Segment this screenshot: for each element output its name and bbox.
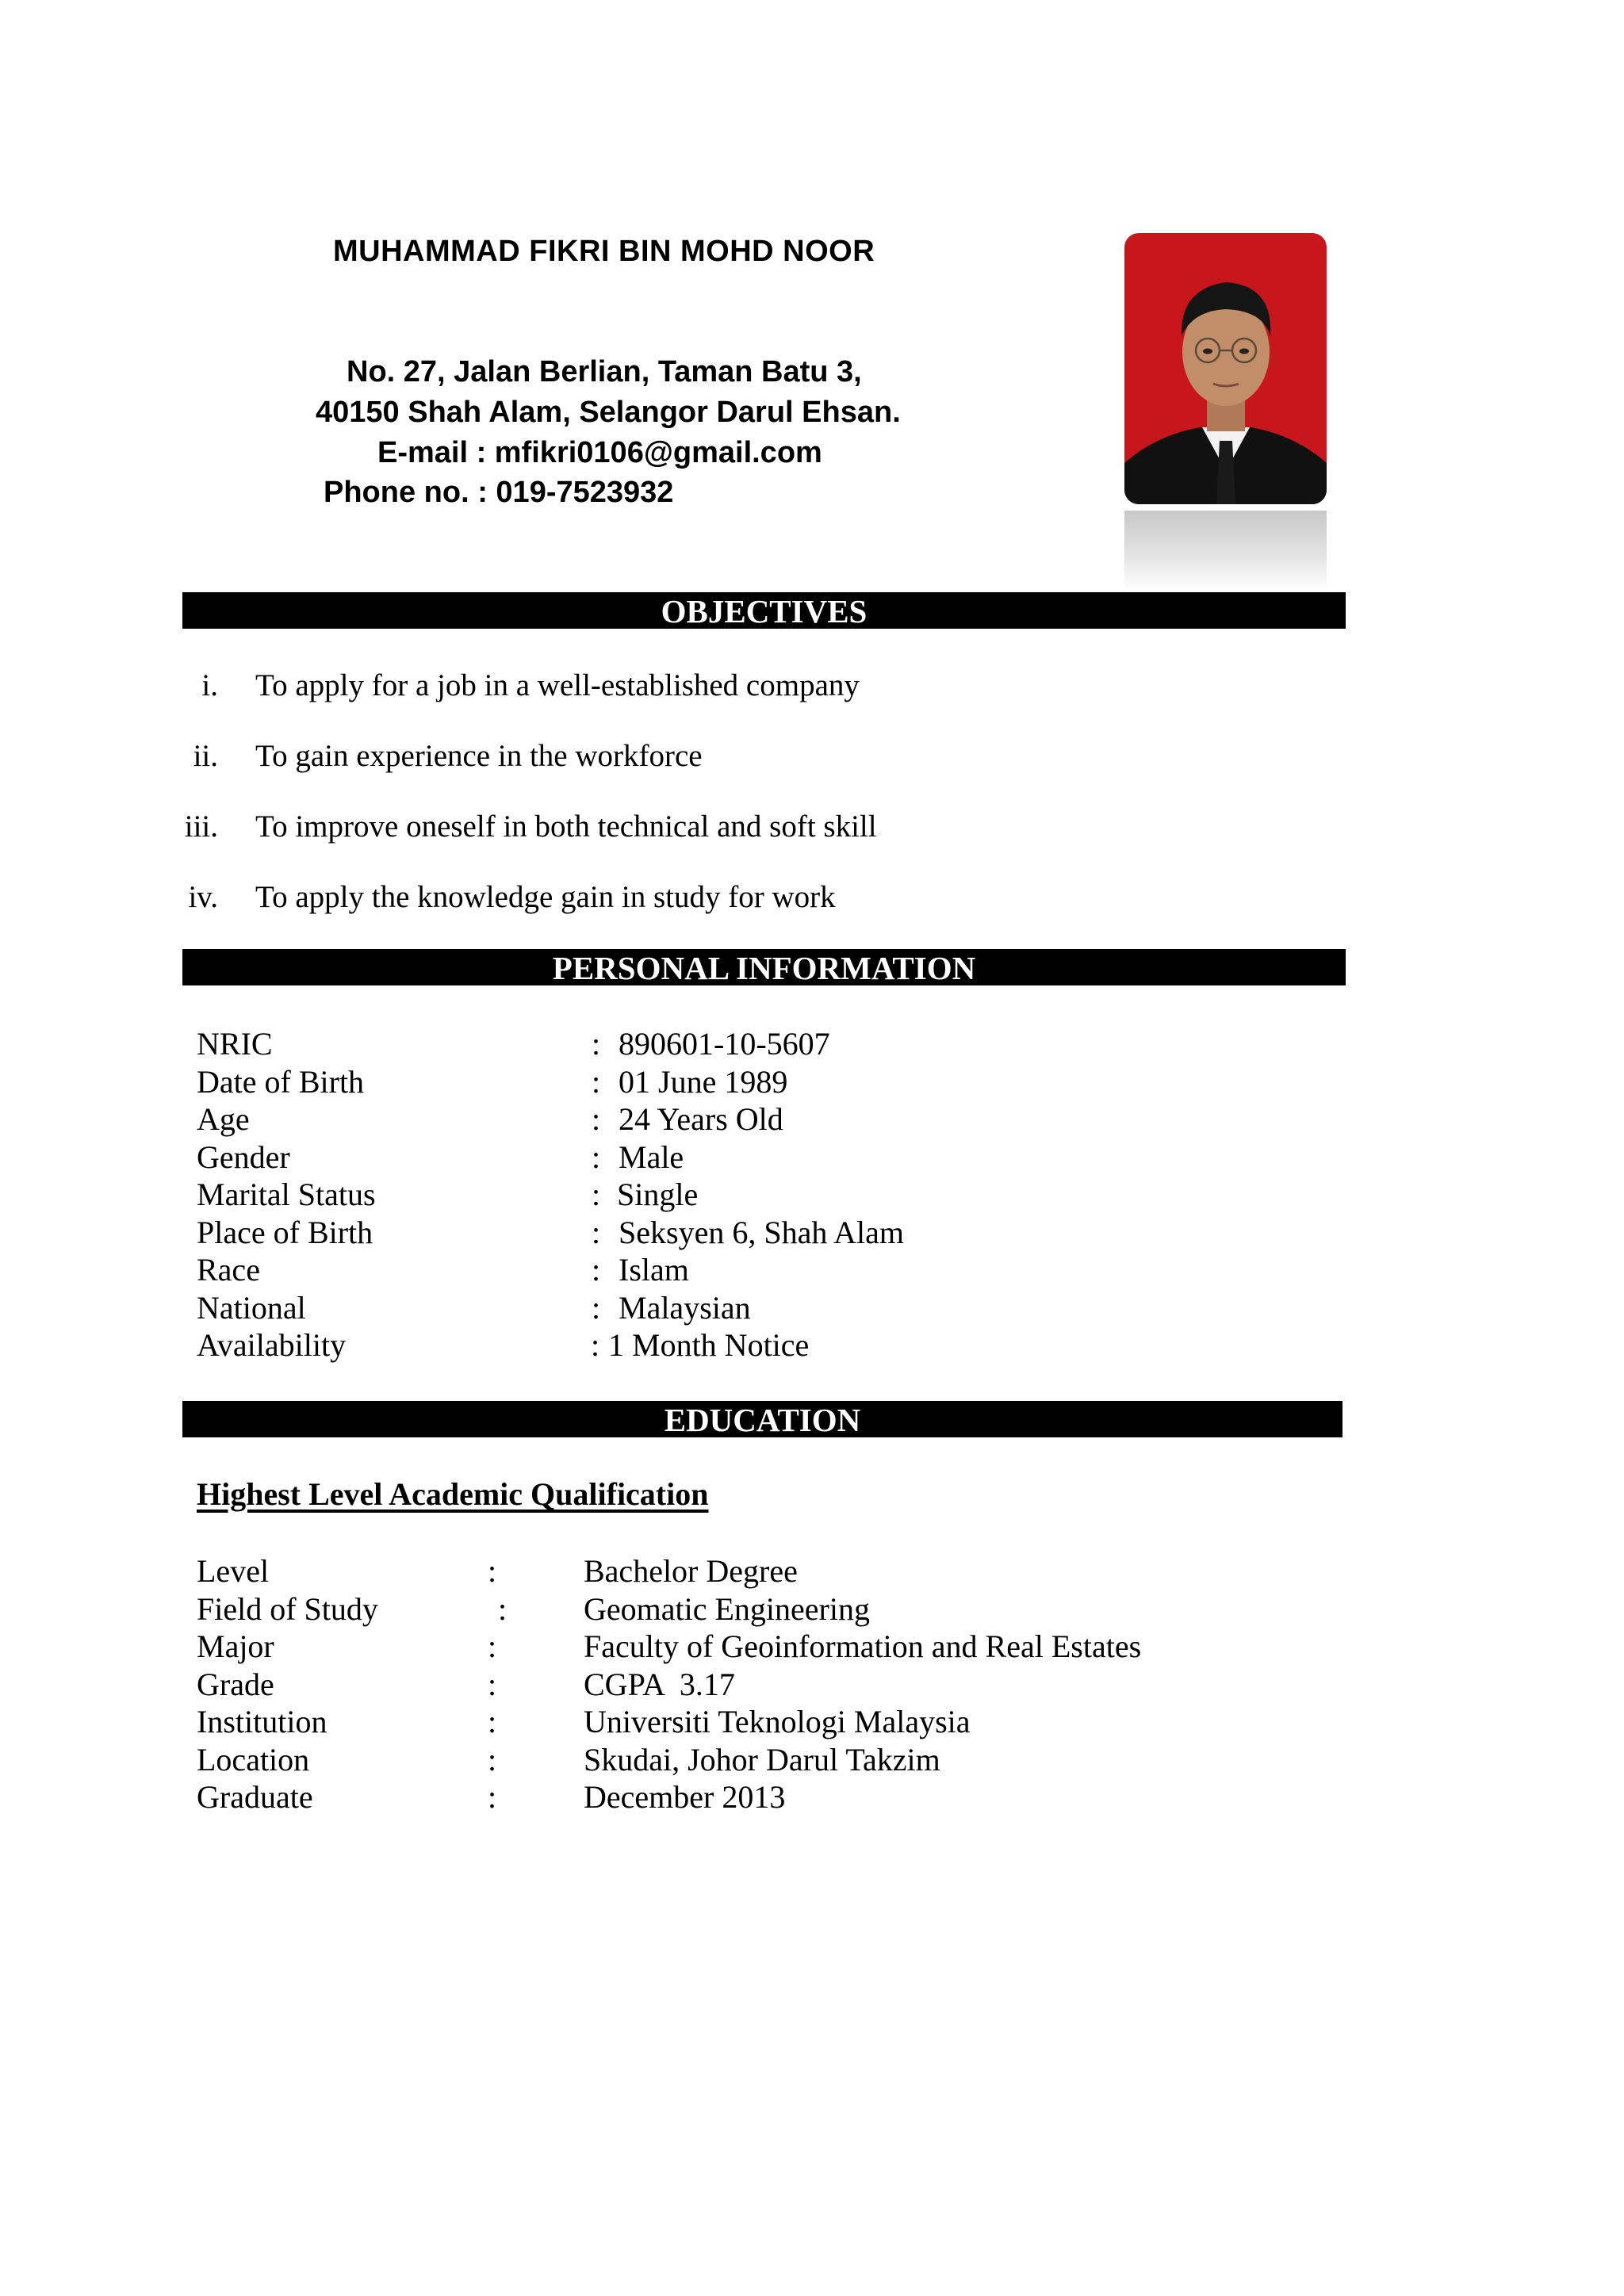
objective-number: ii. (193, 739, 218, 773)
field-value: CGPA 3.17 (584, 1667, 735, 1702)
field-colon: : (488, 1553, 497, 1589)
field-colon: : (488, 1628, 497, 1664)
field-value: Malaysian (619, 1290, 751, 1326)
qualification-subheading: Highest Level Academic Qualification (197, 1476, 709, 1512)
personal-info-row (197, 1100, 1386, 1138)
field-colon: : (592, 1101, 601, 1137)
field-value: Bachelor Degree (584, 1553, 798, 1589)
field-label: NRIC (197, 1026, 273, 1062)
field-label: Marital Status (197, 1177, 376, 1212)
field-colon: : (488, 1704, 497, 1739)
personal-info-row (197, 1138, 1386, 1177)
personal-info-row (197, 1251, 1386, 1289)
field-value: 24 Years Old (619, 1101, 783, 1137)
field-label: National (197, 1290, 306, 1326)
field-label: Major (197, 1628, 274, 1664)
field-value: 1 Month Notice (608, 1327, 810, 1363)
field-value: 890601-10-5607 (619, 1026, 830, 1062)
objective-number: i. (201, 668, 218, 702)
field-label: Availability (197, 1327, 347, 1363)
field-colon: : (488, 1742, 497, 1777)
field-label: Graduate (197, 1779, 313, 1815)
field-label: Institution (197, 1704, 327, 1739)
personal-info-row (197, 1326, 1386, 1364)
objective-number: iv. (188, 880, 218, 914)
objective-item (0, 809, 1189, 848)
personal-info-row (197, 1289, 1386, 1327)
field-colon: : (592, 1177, 601, 1212)
phone-line: Phone no. : 019-7523932 (324, 476, 674, 509)
photo-reflection (1124, 511, 1327, 590)
field-label: Location (197, 1742, 310, 1777)
objective-item (0, 879, 1189, 919)
personal-info-row (197, 1214, 1386, 1252)
field-value: Seksyen 6, Shah Alam (619, 1215, 904, 1250)
education-row (197, 1628, 1386, 1666)
field-label: Place of Birth (197, 1215, 373, 1250)
field-label: Level (197, 1553, 270, 1589)
field-value: Islam (619, 1252, 689, 1288)
field-value: December 2013 (584, 1779, 786, 1815)
field-colon: : (498, 1591, 508, 1627)
objective-text: To apply the knowledge gain in study for work (255, 880, 836, 914)
field-label: Race (197, 1252, 260, 1288)
field-value: Faculty of Geoinformation and Real Estates (584, 1628, 1142, 1664)
field-label: Age (197, 1101, 250, 1137)
address-line-1: No. 27, Jalan Berlian, Taman Batu 3, (347, 355, 862, 388)
field-value: 01 June 1989 (619, 1064, 788, 1100)
field-colon: : (592, 1215, 601, 1250)
field-colon: : (488, 1667, 497, 1702)
field-value: Universiti Teknologi Malaysia (584, 1704, 971, 1739)
field-value: Single (617, 1177, 699, 1212)
candidate-name: MUHAMMAD FIKRI BIN MOHD NOOR (333, 235, 875, 268)
field-label: Grade (197, 1667, 274, 1702)
objective-number: iii. (184, 809, 218, 844)
objective-text: To apply for a job in a well-established company (255, 668, 860, 702)
field-colon: : (592, 1252, 601, 1288)
field-colon: : (591, 1327, 600, 1363)
field-colon: : (592, 1290, 601, 1326)
field-value: Geomatic Engineering (584, 1591, 870, 1627)
objective-item (0, 668, 1189, 707)
field-label: Field of Study (197, 1591, 378, 1627)
field-colon: : (488, 1779, 497, 1815)
objective-text: To improve oneself in both technical and soft skill (255, 809, 877, 844)
address-line-2: 40150 Shah Alam, Selangor Darul Ehsan. (316, 396, 901, 429)
field-colon: : (592, 1139, 601, 1175)
education-row (197, 1778, 1386, 1816)
personal-info-heading: PERSONAL INFORMATION (182, 949, 1346, 985)
education-row (197, 1552, 1386, 1590)
field-colon: : (592, 1064, 601, 1100)
field-value: Skudai, Johor Darul Takzim (584, 1742, 940, 1777)
education-row (197, 1741, 1386, 1779)
education-heading: EDUCATION (182, 1401, 1342, 1437)
field-value: Male (619, 1139, 684, 1175)
objectives-heading: OBJECTIVES (182, 592, 1346, 629)
portrait-photo (1124, 233, 1327, 590)
education-row (197, 1703, 1386, 1741)
personal-info-row (197, 1176, 1386, 1214)
field-label: Date of Birth (197, 1064, 365, 1100)
objective-item (0, 738, 1189, 778)
field-label: Gender (197, 1139, 290, 1175)
field-colon: : (592, 1026, 601, 1062)
education-row (197, 1666, 1386, 1704)
objective-text: To gain experience in the workforce (255, 739, 703, 773)
personal-info-row (197, 1025, 1386, 1063)
email-line: E-mail : mfikri0106@gmail.com (377, 436, 822, 469)
personal-info-row (197, 1063, 1386, 1101)
education-row (197, 1590, 1386, 1628)
